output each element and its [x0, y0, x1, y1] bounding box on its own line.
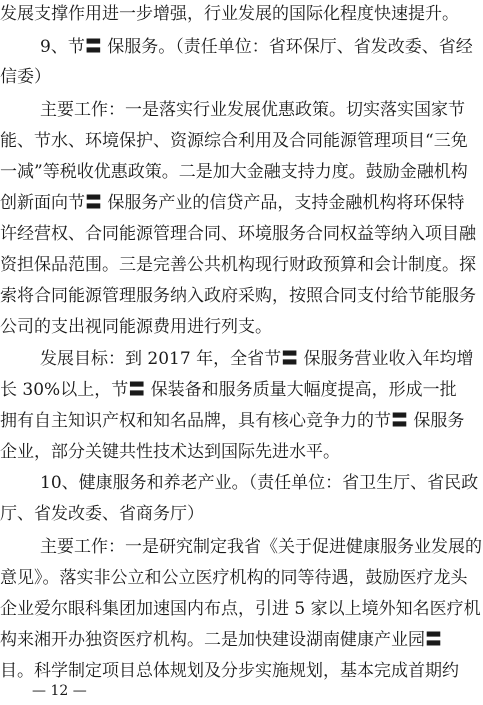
- text-line: 拥有自主知识产权和知名品牌，具有核心竞争力的节〓 保服务: [0, 411, 465, 431]
- text-line: 一减”等税收优惠政策。二是加大金融支持力度。鼓励金融机构: [0, 162, 468, 182]
- page-number: — 12 —: [32, 683, 87, 699]
- text-line: 创新面向节〓 保服务产业的信贷产品，支持金融机构将环保特: [0, 193, 465, 213]
- text-line: 许经营权、合同能源管理合同、环境服务合同权益等纳入项目融: [0, 224, 476, 244]
- text-line: 意见》。落实非公立和公立医疗机构的同等待遇，鼓励医疗龙头: [0, 568, 468, 588]
- text-line: 主要工作：一是研究制定我省《关于促进健康服务业发展的: [40, 537, 482, 557]
- text-line: 9、节〓 保服务。（责任单位：省环保厅、省发改委、省经: [40, 37, 473, 57]
- text-line: 信委）: [0, 67, 51, 87]
- text-line: 厅、省发改委、省商务厅）: [0, 504, 204, 524]
- text-line: 资担保品范围。三是完善公共机构现行财政预算和会计制度。探: [0, 255, 476, 275]
- text-line: 主要工作：一是落实行业发展优惠政策。切实落实国家节: [40, 100, 465, 120]
- text-line: 发展支撑作用进一步增强，行业发展的国际化程度快速提升。: [0, 4, 459, 24]
- text-line: 构来湘开办独资医疗机构。二是加快建设湖南健康产业园〓: [0, 630, 442, 650]
- text-line: 能、节水、环境保护、资源综合利用及合同能源管理项目“三免: [0, 131, 468, 151]
- text-line: 公司的支出视同能源费用进行列支。: [0, 317, 272, 337]
- text-line: 长 30%以上，节〓 保装备和服务质量大幅度提高，形成一批: [0, 380, 457, 400]
- text-line: 10、健康服务和养老产业。（责任单位：省卫生厅、省民政: [40, 473, 479, 493]
- text-line: 企业，部分关键共性技术达到国际先进水平。: [0, 442, 340, 462]
- text-line: 企业爱尔眼科集团加速国内布点，引进 5 家以上境外知名医疗机: [0, 599, 481, 619]
- text-line: 索将合同能源管理服务纳入政府采购，按照合同支付给节能服务: [0, 286, 476, 306]
- text-line: 发展目标：到 2017 年，全省节〓 保服务营业收入年均增: [40, 349, 474, 369]
- text-line: 目。科学制定项目总体规划及分步实施规划，基本完成首期约: [0, 661, 459, 681]
